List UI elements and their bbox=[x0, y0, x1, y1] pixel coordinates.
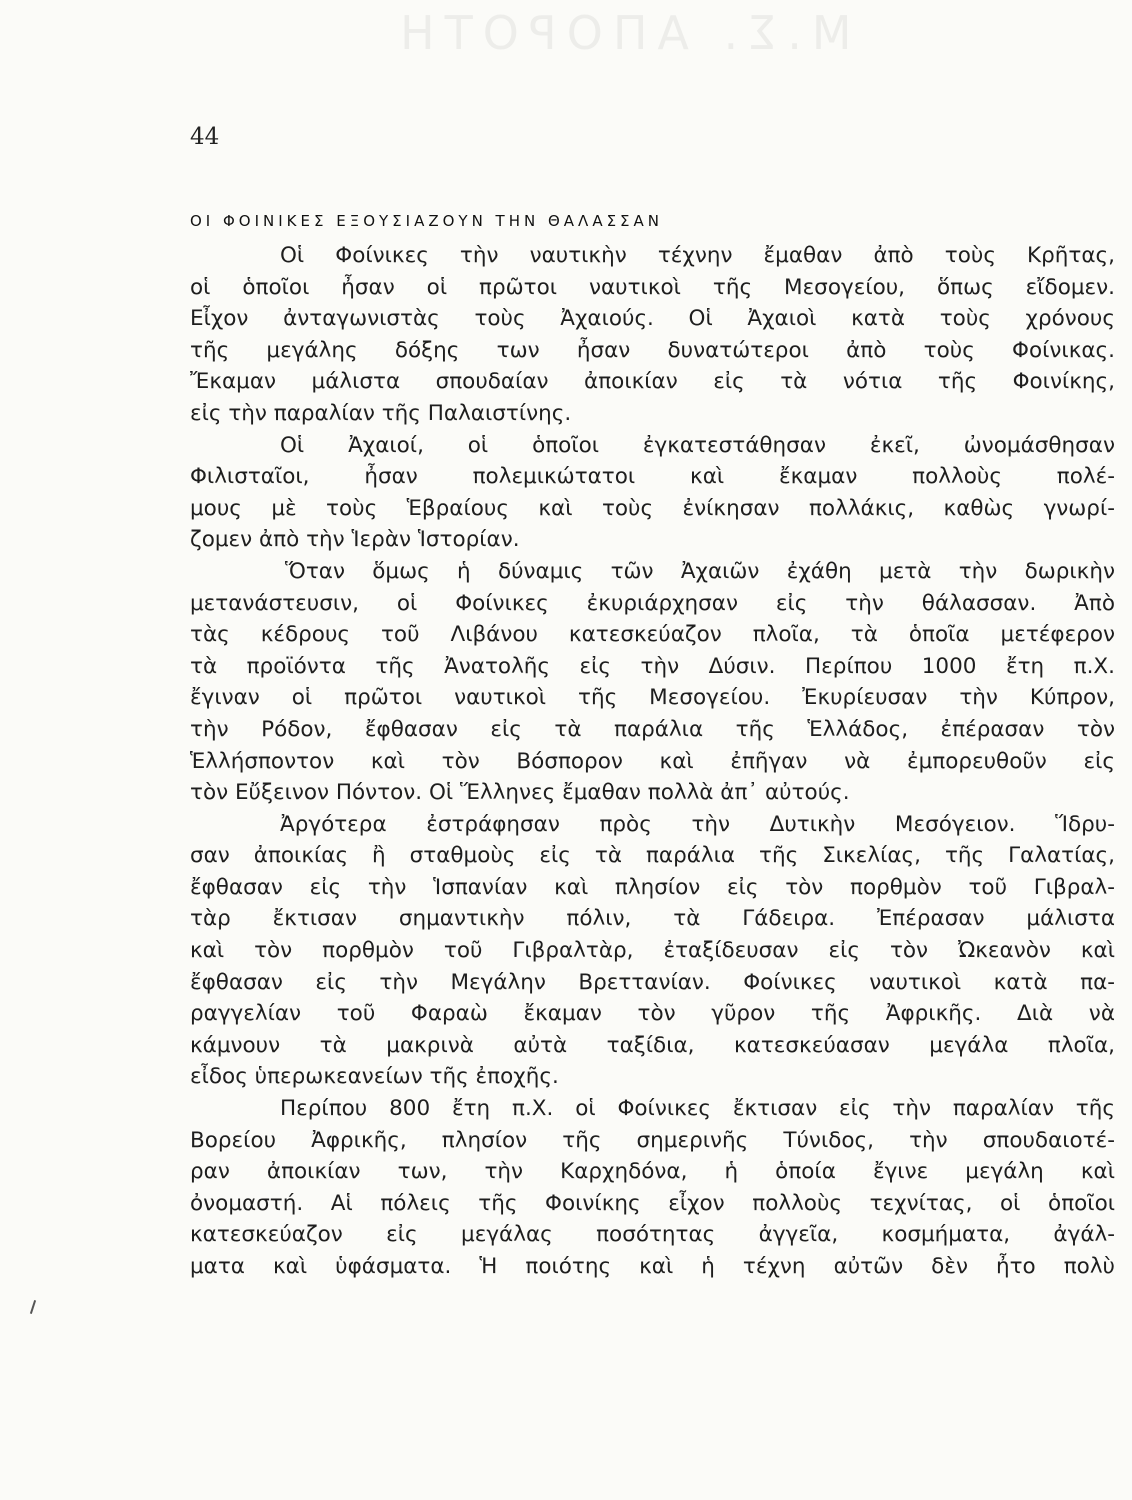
text-line: Ἔκαμαν μάλιστα σπουδαίαν ἀποικίαν εἰς τὰ νότια τῆς Φοινίκης, bbox=[190, 369, 1115, 395]
text-line: Περίπου 800 ἔτη π.Χ. οἱ Φοίνικες ἔκτισαν εἰς τὴν παραλίαν τῆς bbox=[280, 1096, 1115, 1122]
text-line: τὰρ ἔκτισαν σημαντικὴν πόλιν, τὰ Γάδειρα. Ἐπέρασαν μάλιστα bbox=[190, 906, 1115, 932]
text-line: τὴν Ρόδον, ἔφθασαν εἰς τὰ παράλια τῆς Ἑλλάδος, ἐπέρασαν τὸν bbox=[190, 716, 1115, 742]
text-line: σαν ἀποικίας ἢ σταθμοὺς εἰς τὰ παράλια τῆς Σικελίας, τῆς Γαλατίας, bbox=[190, 843, 1115, 869]
text-line: ματα καὶ ὑφάσματα. Ἡ ποιότης καὶ ἡ τέχνη αὐτῶν δὲν ἦτο πολὺ bbox=[190, 1254, 1115, 1279]
text-line: ἔφθασαν εἰς τὴν Μεγάλην Βρεττανίαν. Φοίνικες ναυτικοὶ κατὰ πα- bbox=[190, 969, 1115, 995]
text-line: Ἀργότερα ἐστράφησαν πρὸς τὴν Δυτικὴν Μεσόγειον. Ἵδρυ- bbox=[280, 811, 1115, 837]
text-line: Βορείου Ἀφρικῆς, πλησίον τῆς σημερινῆς Τύνιδος, τὴν σπουδαιοτέ- bbox=[190, 1127, 1115, 1153]
text-line: Ἑλλήσποντον καὶ τὸν Βόσπορον καὶ ἐπῆγαν νὰ ἐμπορευθοῦν εἰς bbox=[190, 748, 1115, 774]
text-line: τῆς μεγάλης δόξης των ἦσαν δυνατώτεροι ἀπὸ τοὺς Φοίνικας. bbox=[190, 337, 1115, 363]
text-line: ὀνομαστή. Αἱ πόλεις τῆς Φοινίκης εἶχον πολλοὺς τεχνίτας, οἱ ὁποῖοι bbox=[190, 1190, 1115, 1216]
text-line: ἔφθασαν εἰς τὴν Ἱσπανίαν καὶ πλησίον εἰς τὸν πορθμὸν τοῦ Γιβραλ- bbox=[190, 874, 1115, 900]
text-line: ραν ἀποικίαν των, τὴν Καρχηδόνα, ἡ ὁποία ἔγινε μεγάλη καὶ bbox=[190, 1159, 1115, 1185]
text-line: Οἱ Ἀχαιοί, οἱ ὁποῖοι ἐγκατεστάθησαν ἐκεῖ, ὠνομάσθησαν bbox=[280, 432, 1115, 458]
text-line: Οἱ Φοίνικες τὴν ναυτικὴν τέχνην ἔμαθαν ἀπὸ τοὺς Κρῆτας, bbox=[280, 243, 1115, 268]
body-text bbox=[190, 240, 1115, 1283]
text-line: Φιλισταῖοι, ἦσαν πολεμικώτατοι καὶ ἔκαμαν πολλοὺς πολέ- bbox=[190, 464, 1115, 490]
margin-mark bbox=[30, 1300, 36, 1314]
text-line: εἰς τὴν παραλίαν τῆς Παλαιστίνης. bbox=[190, 400, 572, 426]
text-line: εἶδος ὑπερωκεανείων τῆς ἐποχῆς. bbox=[190, 1064, 559, 1090]
text-line: Εἶχον ἀνταγωνιστὰς τοὺς Ἀχαιούς. Οἱ Ἀχαιοὶ κατὰ τοὺς χρόνους bbox=[190, 306, 1115, 332]
text-line: ζομεν ἀπὸ τὴν Ἱερὰν Ἱστορίαν. bbox=[190, 527, 520, 553]
text-line: μετανάστευσιν, οἱ Φοίνικες ἐκυριάρχησαν εἰς τὴν θάλασσαν. Ἀπὸ bbox=[190, 590, 1115, 616]
text-line: τὸν Εὔξεινον Πόντον. Οἱ Ἕλληνες ἔμαθαν πολλὰ ἀπ᾽ αὐτούς. bbox=[190, 780, 850, 806]
text-line: Ὅταν ὅμως ἡ δύναμις τῶν Ἀχαιῶν ἐχάθη μετὰ τὴν δωρικὴν bbox=[285, 558, 1115, 584]
bleed-through-text: Μ.Σ. ΑΠΟΡΟΤΗ bbox=[390, 6, 852, 60]
text-line: μους μὲ τοὺς Ἑβραίους καὶ τοὺς ἐνίκησαν πολλάκις, καθὼς γνωρί- bbox=[190, 495, 1115, 521]
text-line: κατεσκεύαζον εἰς μεγάλας ποσότητας ἀγγεῖα, κοσμήματα, ἀγάλ- bbox=[190, 1222, 1115, 1248]
text-line: κάμνουν τὰ μακρινὰ αὐτὰ ταξίδια, κατεσκεύασαν μεγάλα πλοῖα, bbox=[190, 1032, 1115, 1058]
chapter-title: ΟΙ ΦΟΙΝΙΚΕΣ ΕΞΟΥΣΙΑΖΟΥΝ ΤΗΝ ΘΑΛΑΣΣΑΝ bbox=[190, 212, 664, 230]
page-number: 44 bbox=[190, 124, 220, 150]
text-line: καὶ τὸν πορθμὸν τοῦ Γιβραλτὰρ, ἐταξίδευσαν εἰς τὸν Ὠκεανὸν καὶ bbox=[190, 938, 1115, 964]
text-line: οἱ ὁποῖοι ἦσαν οἱ πρῶτοι ναυτικοὶ τῆς Μεσογείου, ὅπως εἴδομεν. bbox=[190, 274, 1115, 300]
text-line: τὰ προϊόντα τῆς Ἀνατολῆς εἰς τὴν Δύσιν. Περίπου 1000 ἔτη π.Χ. bbox=[190, 653, 1115, 679]
text-line: ἔγιναν οἱ πρῶτοι ναυτικοὶ τῆς Μεσογείου. Ἐκυρίευσαν τὴν Κύπρον, bbox=[190, 685, 1115, 711]
text-line: ραγγελίαν τοῦ Φαραὼ ἔκαμαν τὸν γῦρον τῆς Ἀφρικῆς. Διὰ νὰ bbox=[190, 1001, 1115, 1027]
text-line: τὰς κέδρους τοῦ Λιβάνου κατεσκεύαζον πλοῖα, τὰ ὁποῖα μετέφερον bbox=[190, 622, 1115, 648]
